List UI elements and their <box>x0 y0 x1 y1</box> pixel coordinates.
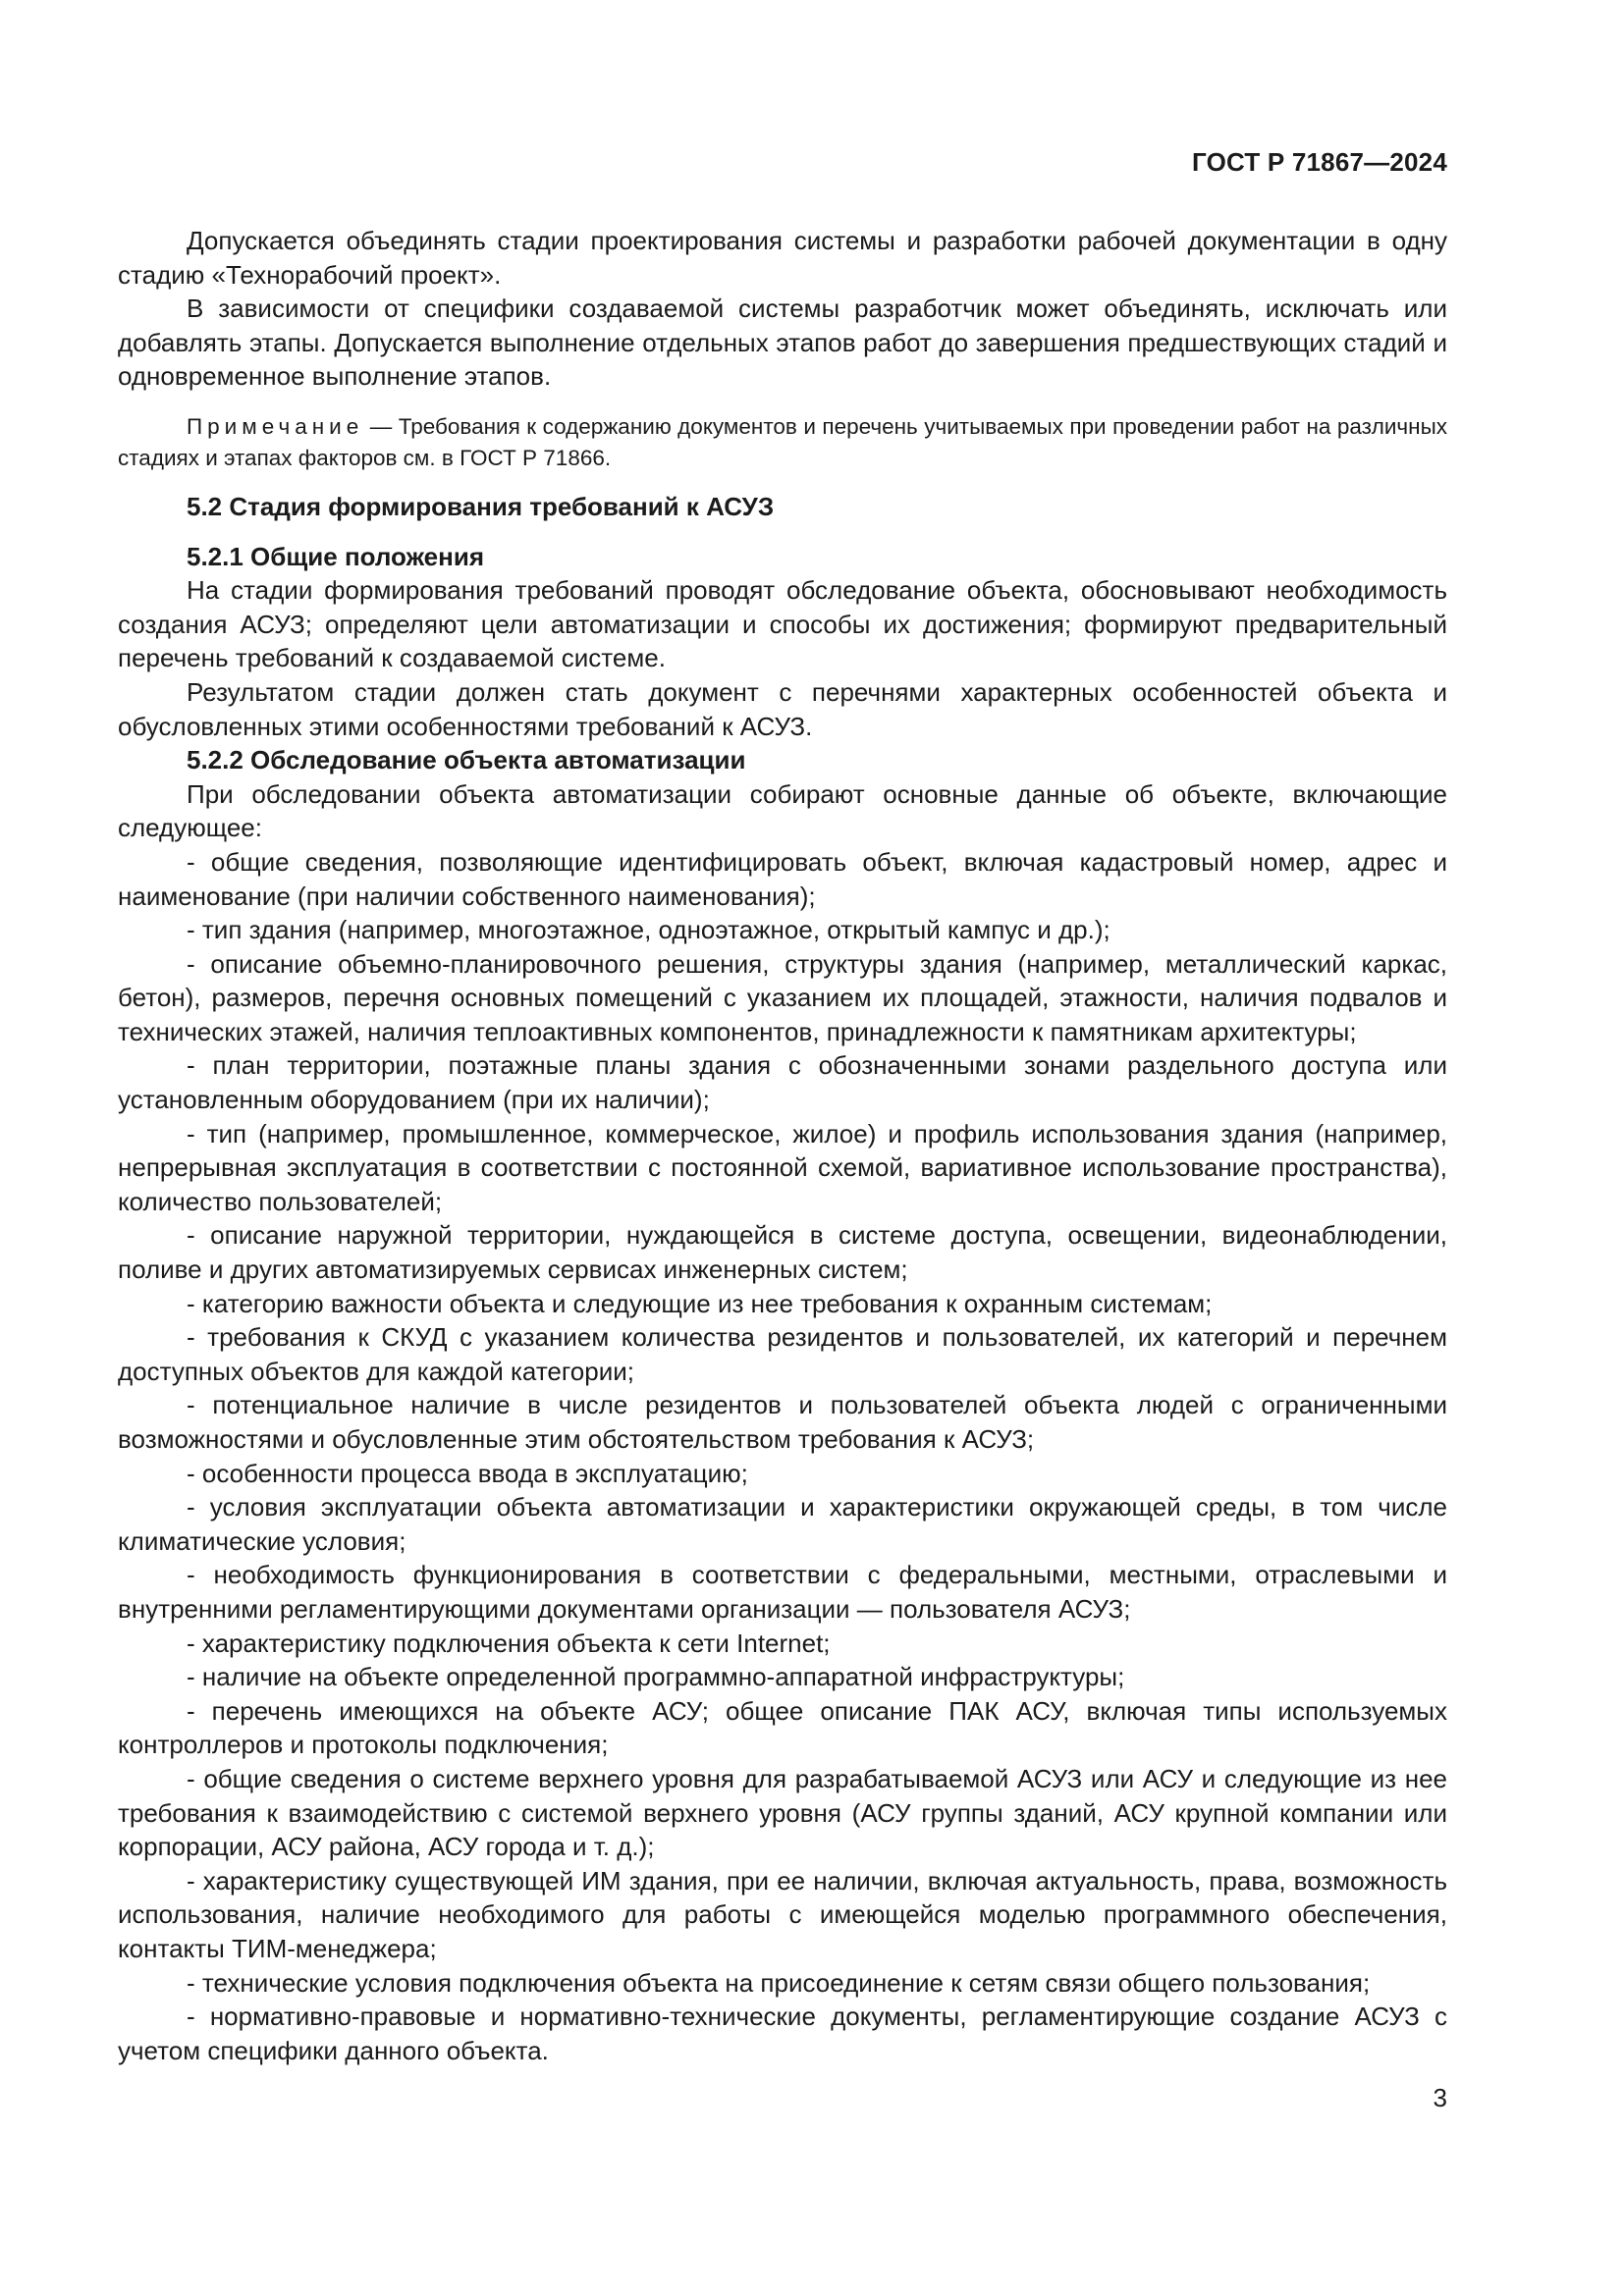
list-item: - перечень имеющихся на объекте АСУ; общее описание ПАК АСУ, включая типы используемых контроллеров и протоколы подключения; <box>118 1695 1447 1760</box>
list-item: - план территории, поэтажные планы здания с обозначенными зонами раздельного доступа или установленным оборудованием (при их наличии); <box>118 1050 1447 1115</box>
list-item: - описание наружной территории, нуждающейся в системе доступа, освещении, видеонаблюдении, поливе и других автоматизируемых сервисах инженерных систем; <box>118 1220 1447 1285</box>
list-item: - условия эксплуатации объекта автоматизации и характеристики окружающей среды, в том числе климатические условия; <box>118 1492 1447 1556</box>
list-item: - необходимость функционирования в соответствии с федеральными, местными, отраслевыми и внутренними регламентирующими документами организации — пользователя АСУЗ; <box>118 1560 1447 1624</box>
paragraph: При обследовании объекта автоматизации собирают основные данные об объекте, включающие следующее: <box>118 778 1447 843</box>
list-item: - общие сведения о системе верхнего уровня для разрабатываемой АСУЗ или АСУ и следующие из нее требования к взаимодействию с системой верхнего уровня (АСУ группы зданий, АСУ крупной компании или корпорации, АСУ района, АСУ города и т. д.); <box>118 1763 1447 1862</box>
list-item: - общие сведения, позволяющие идентифицировать объект, включая кадастровый номер, адрес и наименование (при наличии собственного наименования); <box>118 846 1447 911</box>
list-item: - нормативно-правовые и нормативно-технические документы, регламентирующие создание АСУЗ с учетом специфики данного объекта. <box>118 2002 1447 2065</box>
list-item: - потенциальное наличие в числе резидентов и пользователей объекта людей с ограниченными возможностями и обусловленные этим обстоятельством требования к АСУЗ; <box>118 1390 1447 1454</box>
section-heading-5-2-2: 5.2.2 Обследование объекта автоматизации <box>187 745 746 775</box>
paragraph: На стадии формирования требований проводят обследование объекта, обосновывают необходимость создания АСУЗ; определяют цели автоматизации и способы их достижения; формируют предварительный перечень требований к создаваемой системе. <box>118 575 1447 673</box>
paragraph: В зависимости от специфики создаваемой системы разработчик может объединять, исключать или добавлять этапы. Допускается выполнение отдельных этапов работ до завершения предшествующих стадий и одновременное выполнение этапов. <box>118 294 1447 392</box>
page-number: 3 <box>1433 2083 1447 2112</box>
document-body <box>118 224 1447 2067</box>
paragraph: Результатом стадии должен стать документ с перечнями характерных особенностей объекта и обусловленных этими особенностями требований к АСУЗ. <box>118 676 1447 741</box>
note-text: — Требования к содержанию документов и перечень учитываемых при проведении работ на различных стадиях и этапах факторов см. в ГОСТ Р 71866. <box>118 413 1447 470</box>
requirements-list <box>118 845 1447 2067</box>
document-code: ГОСТ Р 71867—2024 <box>1192 147 1447 177</box>
list-item: - характеристику подключения объекта к сети Internet; <box>187 1628 831 1658</box>
list-item: - категорию важности объекта и следующие из нее требования к охранным системам; <box>187 1288 1213 1318</box>
section-heading-5-2: 5.2 Стадия формирования требований к АСУЗ <box>187 491 775 521</box>
list-item: - описание объемно-планировочного решения, структуры здания (например, металлический каркас, бетон), размеров, перечня основных помещений с указанием их площадей, этажности, наличия подвалов и технических этажей, наличия теплоактивных компонентов, принадлежности к памятникам архитектуры; <box>118 948 1447 1046</box>
list-item: - характеристику существующей ИМ здания, при ее наличии, включая актуальность, права, возможность использования, наличие необходимого для работы с имеющейся моделью программного обеспечения, контакты ТИМ-менеджера; <box>118 1865 1447 1963</box>
list-item: - технические условия подключения объекта на присоединение к сетям связи общего пользования; <box>187 1967 1371 1998</box>
list-item: - тип здания (например, многоэтажное, одноэтажное, открытый кампус и др.); <box>187 915 1110 945</box>
note-label: Примечание <box>187 413 364 439</box>
list-item: - тип (например, промышленное, коммерческое, жилое) и профиль использования здания (например, непрерывная эксплуатация в соответствии с постоянной схемой, вариативное использование пространства), количество пользователей; <box>118 1118 1447 1216</box>
note <box>118 411 1447 474</box>
list-item: - наличие на объекте определенной программно-аппаратной инфраструктуры; <box>187 1662 1125 1692</box>
list-item: - особенности процесса ввода в эксплуатацию; <box>187 1458 748 1488</box>
section-heading-5-2-1: 5.2.1 Общие положения <box>187 541 484 571</box>
list-item: - требования к СКУД с указанием количества резидентов и пользователей, их категорий и перечнем доступных объектов для каждой категории; <box>118 1322 1447 1386</box>
paragraph: Допускается объединять стадии проектирования системы и разработки рабочей документации в одну стадию «Технорабочий проект». <box>118 226 1447 290</box>
